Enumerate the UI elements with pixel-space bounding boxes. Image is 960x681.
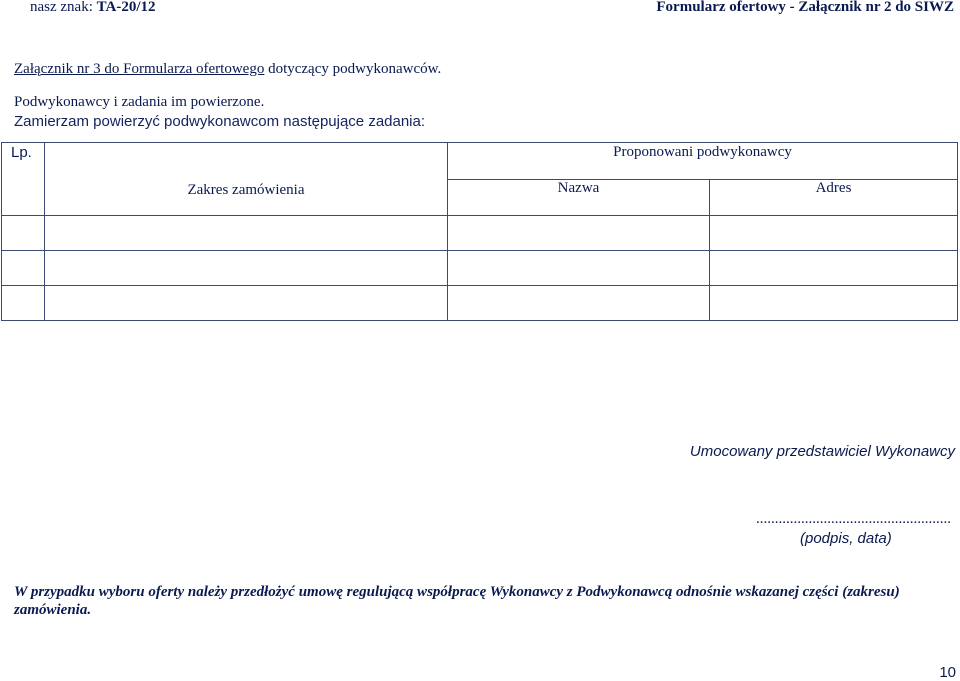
cell-name[interactable] xyxy=(448,216,710,251)
table-header-row xyxy=(2,143,958,180)
table-row xyxy=(2,286,958,321)
column-header-name: Nazwa xyxy=(448,180,710,216)
closing-note: W przypadku wyboru oferty należy przedłożyć umowę regulującą współpracę Wykonawcy z Podwykonawcą odnośnie wskazanej części (zakresu) zamówienia. xyxy=(14,584,900,618)
reference-code: TA-20/12 xyxy=(96,0,156,15)
page-number: 10 xyxy=(939,664,956,681)
reference-label: nasz znak: xyxy=(30,0,97,15)
cell-name[interactable] xyxy=(448,251,710,286)
table-row xyxy=(2,216,958,251)
table-row xyxy=(2,251,958,286)
column-header-scope: Zakres zamówienia xyxy=(45,143,448,216)
document-reference xyxy=(30,0,156,16)
cell-lp[interactable] xyxy=(2,286,45,321)
subcontractors-table xyxy=(1,142,958,321)
column-header-lp: Lp. xyxy=(2,143,45,216)
cell-address[interactable] xyxy=(710,251,958,286)
annex-title xyxy=(14,61,441,78)
cell-lp[interactable] xyxy=(2,251,45,286)
cell-address[interactable] xyxy=(710,216,958,251)
annex-title-rest: dotyczący podwykonawców. xyxy=(264,61,442,77)
column-header-address: Adres xyxy=(710,180,958,216)
cell-scope[interactable] xyxy=(45,251,448,286)
form-title: Formularz ofertowy - Załącznik nr 2 do SIWZ xyxy=(656,0,954,15)
cell-address[interactable] xyxy=(710,286,958,321)
section-heading: Podwykonawcy i zadania im powierzone. xyxy=(14,94,265,110)
representative-label: Umocowany przedstawiciel Wykonawcy xyxy=(689,443,955,460)
annex-title-underlined: Załącznik nr 3 do Formularza ofertowego xyxy=(14,61,265,77)
signature-caption: (podpis, data) xyxy=(800,530,892,547)
cell-name[interactable] xyxy=(448,286,710,321)
section-intro: Zamierzam powierzyć podwykonawcom następujące zadania: xyxy=(14,113,426,130)
cell-scope[interactable] xyxy=(45,216,448,251)
cell-scope[interactable] xyxy=(45,286,448,321)
cell-lp[interactable] xyxy=(2,216,45,251)
column-header-proposed-subcontractors: Proponowani podwykonawcy xyxy=(448,143,958,180)
signature-line[interactable]: .................................................... xyxy=(756,511,951,527)
